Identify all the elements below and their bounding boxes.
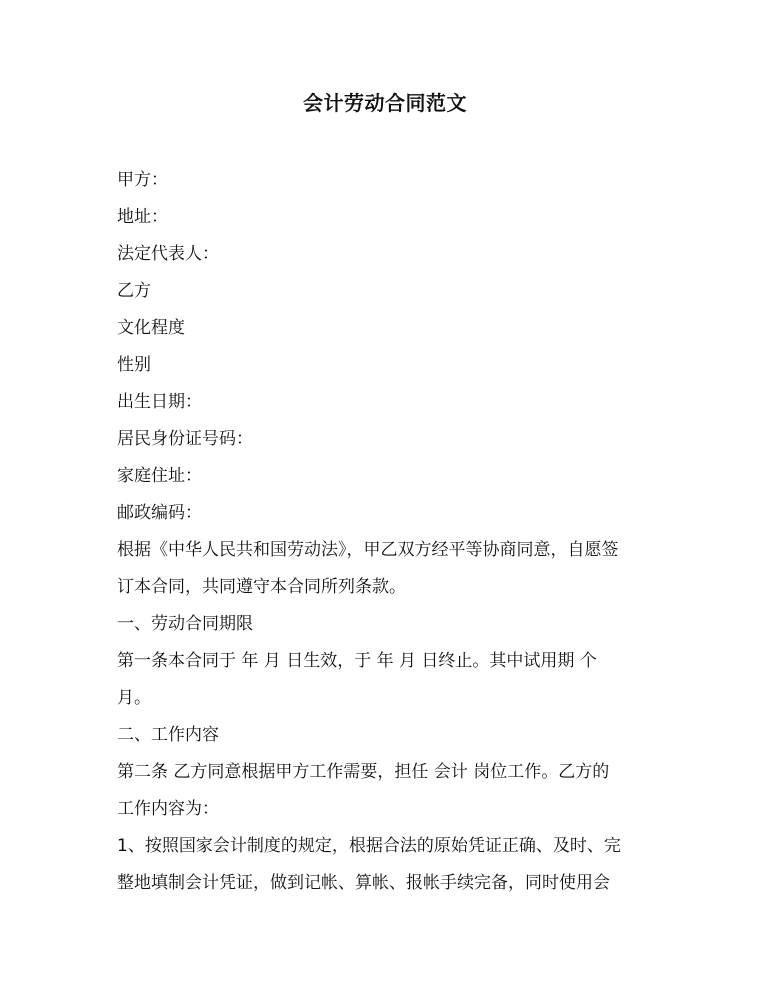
birth-date-line: 出生日期： — [117, 392, 202, 412]
document-body — [117, 162, 657, 902]
paragraph-line: 整地填制会计凭证，做到记帐、算帐、报帐手续完备，同时使用会 — [117, 873, 610, 893]
id-number-line: 居民身份证号码： — [117, 429, 253, 449]
paragraph-line: 第一条本合同于 年 月 日生效，于 年 月 日终止。其中试用期 个 — [117, 651, 597, 671]
party-b-line: 乙方 — [117, 281, 151, 301]
paragraph-line: 工作内容为： — [117, 799, 219, 819]
education-line: 文化程度 — [117, 318, 185, 338]
paragraph-line: 订本合同，共同遵守本合同所列条款。 — [117, 577, 406, 597]
party-a-line: 甲方： — [117, 170, 168, 190]
paragraph-line: 月。 — [117, 688, 151, 708]
document-title: 会计劳动合同范文 — [303, 91, 467, 115]
legal-representative-line: 法定代表人： — [117, 244, 219, 264]
paragraph-line: 根据《中华人民共和国劳动法》，甲乙双方经平等协商同意，自愿签 — [117, 540, 619, 560]
paragraph-line: 1、按照国家会计制度的规定，根据合法的原始凭证正确、及时、完 — [117, 836, 621, 856]
gender-line: 性别 — [117, 355, 151, 375]
home-address-line: 家庭住址： — [117, 466, 202, 486]
paragraph-line: 第二条 乙方同意根据甲方工作需要，担任 会计 岗位工作。乙方的 — [117, 762, 610, 782]
section-heading: 二、工作内容 — [117, 725, 219, 745]
address-line: 地址： — [117, 207, 168, 227]
section-heading: 一、劳动合同期限 — [117, 614, 253, 634]
postal-code-line: 邮政编码： — [117, 503, 202, 523]
